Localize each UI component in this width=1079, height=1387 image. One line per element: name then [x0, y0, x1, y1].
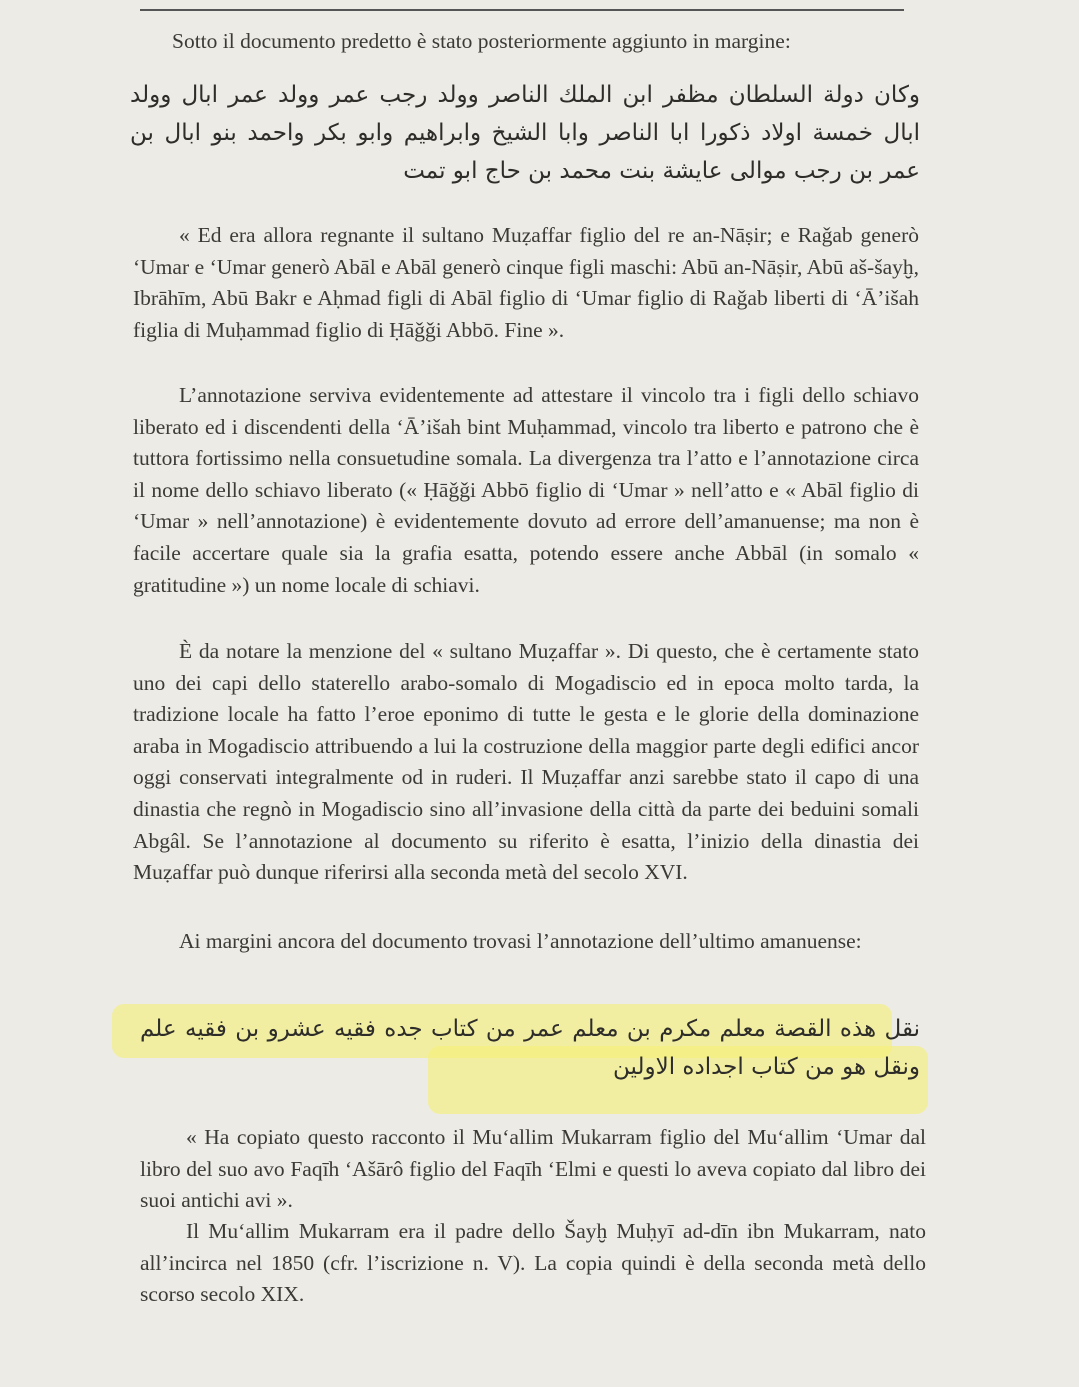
translation-copyist-note [140, 1122, 926, 1217]
intro-line: Sotto il documento predetto è stato posteriormente aggiunto in margine: [172, 29, 791, 53]
paragraph-mukarram [140, 1216, 926, 1311]
paragraph-text: Ai margini ancora del documento trovasi l’annotazione dell’ultimo amanuense: [179, 929, 862, 953]
paragraph-annotazione [133, 380, 919, 601]
paragraph-text: Il Mu‘allim Mukarram era il padre dello Šayḫ Muḥyī ad-dīn ibn Mukarram, nato all’incirca nel 1850 (cfr. l’iscrizione n. V). La copia quindi è della seconda metà dello scorso secolo XIX. [140, 1219, 926, 1307]
paragraph-text: L’annotazione serviva evidentemente ad attestare il vincolo tra i figli dello schiavo liberato ed i discendenti della ‘Ā’išah bint Muḥammad, vincolo tra liberto e patrono che è tuttora fortissimo nella consuetudine somala. La divergenza tra l’atto e l’annotazione circa il nome dello schiavo liberato (« Ḥāǧǧi Abbō figlio di ‘Umar » nell’atto e « Abāl figlio di ‘Umar » nell’annotazione) è evidentemente dovuto ad errore dell’amanuense; ma non è facile accertare quale sia la grafia esatta, potendo essere anche Abbāl (in somalo « gratitudine ») un nome locale di schiavi. [133, 383, 919, 597]
translation-text: « Ed era allora regnante il sultano Muẓaffar figlio del re an-Nāṣir; e Raǧab generò ‘Umar e ‘Umar generò Abāl e Abāl generò cinque figli maschi: Abū an-Nāṣir, Abū aš-šayḫ, Ibrāhīm, Abū Bakr e Aḥmad figli di Abāl figlio di ‘Umar figlio di Raǧab liberti di ‘Ā’išah figlia di Muḥammad figlio di Ḥāǧǧi Abbō. Fine ». [133, 223, 919, 342]
paragraph-text: È da notare la menzione del « sultano Muẓaffar ». Di questo, che è certamente stato uno dei capi dello staterello arabo-somalo di Mogadiscio ed in epoca molto tarda, la tradizione locale ha fatto l’eroe eponimo di tutte le gesta e le glorie della dominazione araba in Mogadiscio attribuendo a lui la costruzione della maggior parte degli edifici ancor oggi conservati integralmente od in ruderi. Il Muẓaffar anzi sarebbe stato il capo di una dinastia che regnò in Mogadiscio sino all’invasione della città da parte dei beduini somali Abgâl. Se l’annotazione al documento su riferito è esatta, l’inizio della dinastia dei Muẓaffar può dunque riferirsi alla seconda metà del secolo XVI. [133, 639, 919, 885]
translation-text: « Ha copiato questo racconto il Mu‘allim Mukarram figlio del Mu‘allim ‘Umar dal libro del suo avo Faqīh ‘Ašārô figlio del Faqīh ‘Elmi e questi lo aveva copiato dal libro dei suoi antichi avi ». [140, 1125, 926, 1213]
arabic-marginal-note: وكان دولة السلطان مظفر ابن الملك الناصر وولد رجب عمر وولد عمر ابال وولد ابال خمسة اولاد ذكورا ابا الناصر وابا الشيخ وابراهيم وابو بكر واحمد بنو ابال بن عمر بن رجب موالى عايشة بنت محمد بن حاج ابو تمت [130, 82, 920, 184]
top-rule [140, 9, 904, 11]
paragraph-sultano [133, 636, 919, 889]
arabic-copyist-note: نقل هذه القصة معلم مكرم بن معلم عمر من كتاب جده فقيه عشرو بن فقيه علم ونقل هو من كتاب اجداده الاولين [140, 1016, 920, 1080]
translation-marginal-note [133, 220, 919, 346]
paragraph-margini [133, 926, 919, 958]
